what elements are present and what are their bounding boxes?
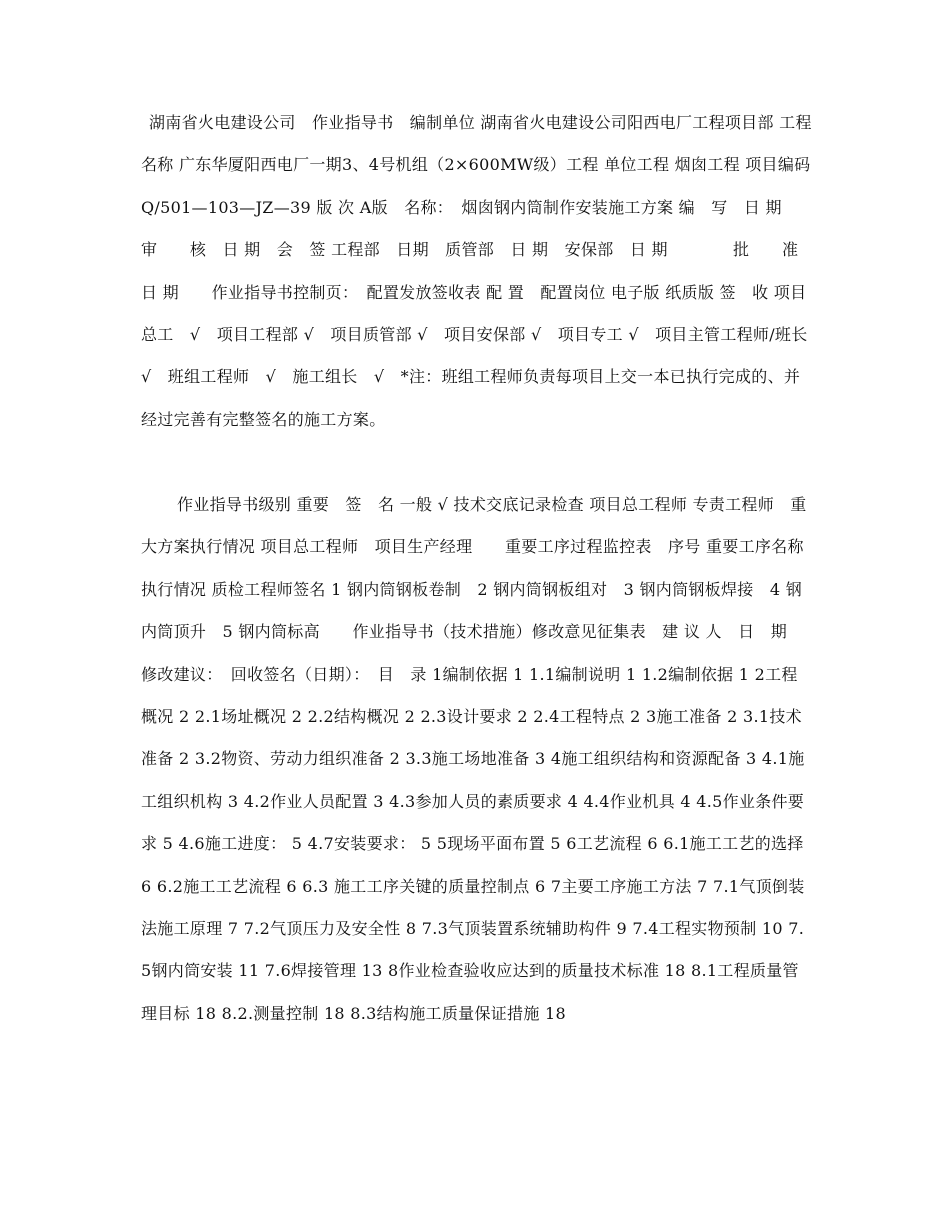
paragraph-contents: 作业指导书级别 重要 签 名 一般 √ 技术交底记录检查 项目总工程师 专责工程师 重大方案执行情况 项目总工程师 项目生产经理 重要工序过程监控表 序号 重要工序名称 执行情况 质检工程师签名 1 钢内筒钢板卷制 2 钢内筒钢板组对 3 钢内筒钢板焊接 4 钢内筒顶升 5 钢内筒标高 作业指导书（技术措施）修改意见征集表 建 议 人 日 期 修改建议： 回收签名（日期）： 目 录 1编制依据 1 1.1编制说明 1 1.2编制依据 1 2工程概况 2 2.1场址概况 2 2.2结构概况 2 2.3设计要求 2 2.4工程特点 2 3施工准备 2 3.1技术准备 2 3.2物资、劳动力组织准备 2 3.3施工场地准备 3 4施工组织结构和资源配备 3 4.1施工组织机构 3 4.2作业人员配置 3 4.3参加人员的素质要求 4 4.4作业机具 4 4.5作业条件要求 5 4.6施工进度： 5 4.7安装要求： 5 5现场平面布置 5 6工艺流程 6 6.1施工工艺的选择 6 6.2施工工艺流程 6 6.3 施工工序关键的质量控制点 6 7主要工序施工方法 7 7.1气顶倒装法施工原理 7 7.2气顶压力及安全性 8 7.3气顶装置系统辅助构件 9 7.4工程实物预制 10 7.5钢内筒安装 11 7.6焊接管理 13 8作业检查验收应达到的质量技术标准 18 8.1工程质量管理目标 18 8.2.测量控制 18 8.3结构施工质量保证措施 18 — [141, 495, 807, 1023]
paragraph-cover-info: 湖南省火电建设公司 作业指导书 编制单位 湖南省火电建设公司阳西电厂工程项目部 工程名称 广东华厦阳西电厂一期3、4号机组（2×600MW级）工程 单位工程 烟囱工程 项目编码 Q/501—103—JZ—39 版 次 A版 名称： 烟囱钢内筒制作安装施工方案 编 写 日 期 审 核 日 期 会 签 工程部 日期 质管部 日 期 安保部 日 期 批 准 日 期 作业指导书控制页： 配置发放签收表 配 置 配置岗位 电子版 纸质版 签 收 项目总工 √ 项目工程部 √ 项目质管部 √ 项目安保部 √ 项目专工 √ 项目主管工程师/班长 √ 班组工程师 √ 施工组长 √ *注：班组工程师负责每项目上交一本已执行完成的、并经过完善有完整签名的施工方案。 — [141, 113, 824, 429]
